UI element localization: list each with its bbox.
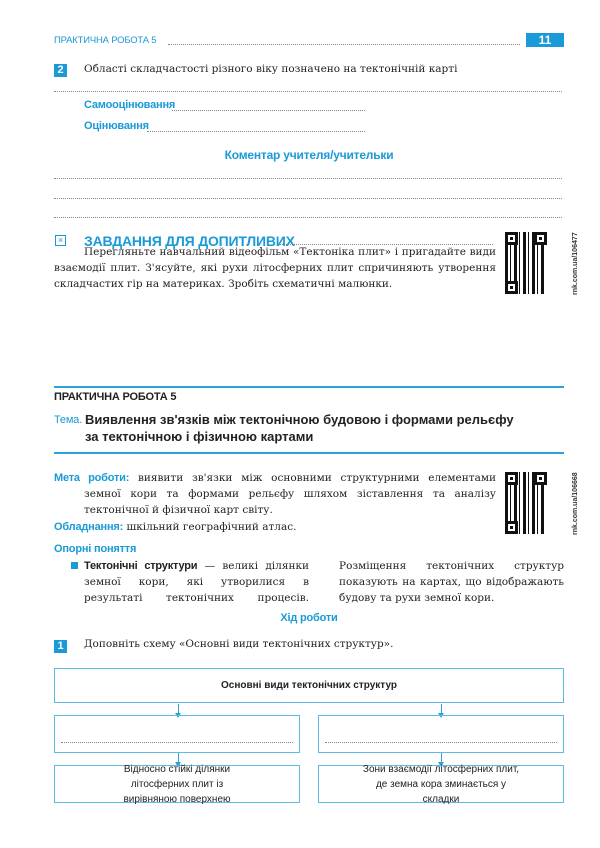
theme-label: Тема. <box>54 414 82 426</box>
diagram-right-input-box[interactable] <box>318 715 564 753</box>
task-text: Області складчастості різного віку позначено на тектонічній карті <box>84 63 458 75</box>
teacher-comment-heading: Коментар учителя/учительки <box>224 148 394 162</box>
goal-text: виявити зв'язки між основними структурними елементами земної кори та формами рельєфу шляхом зіставлення та аналізу тектонічної й фізичної карт світу. <box>84 472 496 516</box>
assessment-line[interactable] <box>147 131 365 132</box>
equipment-text: шкільний географічний атлас. <box>126 521 297 533</box>
qr-url[interactable]: rnk.com.ua/106477 <box>572 232 579 295</box>
practical-title: ПРАКТИЧНА РОБОТА 5 <box>54 391 177 403</box>
concepts-label: Опорні поняття <box>54 543 137 555</box>
qr-url[interactable]: rnk.com.ua/106668 <box>572 472 579 535</box>
equipment <box>54 519 296 535</box>
curious-task-text: Перегляньте навчальний відеофільм «Тектоніка плит» і пригадайте види взаємодії плит. З'ясуйте, які рухи літосферних плит спричиняють утворення складчастих гір на материках. Зробіть схематичні малюнки. <box>54 246 496 290</box>
curious-task-title: ЗАВДАННЯ ДЛЯ ДОПИТЛИВИХ <box>84 233 295 249</box>
task-number: 1 <box>54 640 67 653</box>
comment-line[interactable] <box>54 178 562 179</box>
theme-line-2: за тектонічною і фізичною картами <box>85 429 314 444</box>
diagram-right-description: Зони взаємодії літосферних плит, де земна кора зминається у складки <box>318 765 564 803</box>
qr-code[interactable] <box>505 472 547 534</box>
assessment-label: Оцінювання <box>84 120 149 132</box>
self-assessment-label: Самооцінювання <box>84 99 176 111</box>
curious-task-icon: × <box>55 235 66 246</box>
goal <box>54 470 496 518</box>
section-divider <box>54 452 564 454</box>
diagram-left-description: Відносно стійкі ділянки літосферних плит із вирівняною поверхнею <box>54 765 300 803</box>
answer-line[interactable] <box>54 91 562 92</box>
comment-line[interactable] <box>54 198 562 199</box>
diagram-left-input-box[interactable] <box>54 715 300 753</box>
concept-term: Тектонічні структури <box>84 560 198 572</box>
answer-line[interactable] <box>61 742 293 743</box>
answer-line[interactable] <box>325 742 557 743</box>
self-assessment-line[interactable] <box>172 110 365 111</box>
qr-code[interactable] <box>505 232 547 294</box>
comment-line[interactable] <box>54 217 562 218</box>
theme-line-1: Виявлення зв'язків між тектонічною будовою і формами рельєфу <box>85 412 514 427</box>
arrow-icon <box>178 704 179 714</box>
task-text: Доповніть схему «Основні види тектонічних структур». <box>84 638 394 650</box>
task-number: 2 <box>54 64 67 77</box>
bullet-icon <box>71 562 78 569</box>
equipment-label: Обладнання: <box>54 521 124 533</box>
concept-text: — великі ділянки земної кори, які утворилися в результаті тектонічних процесів. Розміщення тектонічних структур показують на картах, що відображають будову та рухи земної кори. <box>84 560 564 604</box>
page-number: 11 <box>526 33 564 47</box>
progress-heading: Хід роботи <box>280 612 338 624</box>
arrow-icon <box>441 704 442 714</box>
goal-label: Мета роботи: <box>54 472 130 484</box>
concept-definition <box>84 558 564 608</box>
divider <box>168 44 520 45</box>
running-title: ПРАКТИЧНА РОБОТА 5 <box>54 35 157 46</box>
diagram-root-box: Основні види тектонічних структур <box>54 668 564 703</box>
section-divider <box>54 386 564 388</box>
